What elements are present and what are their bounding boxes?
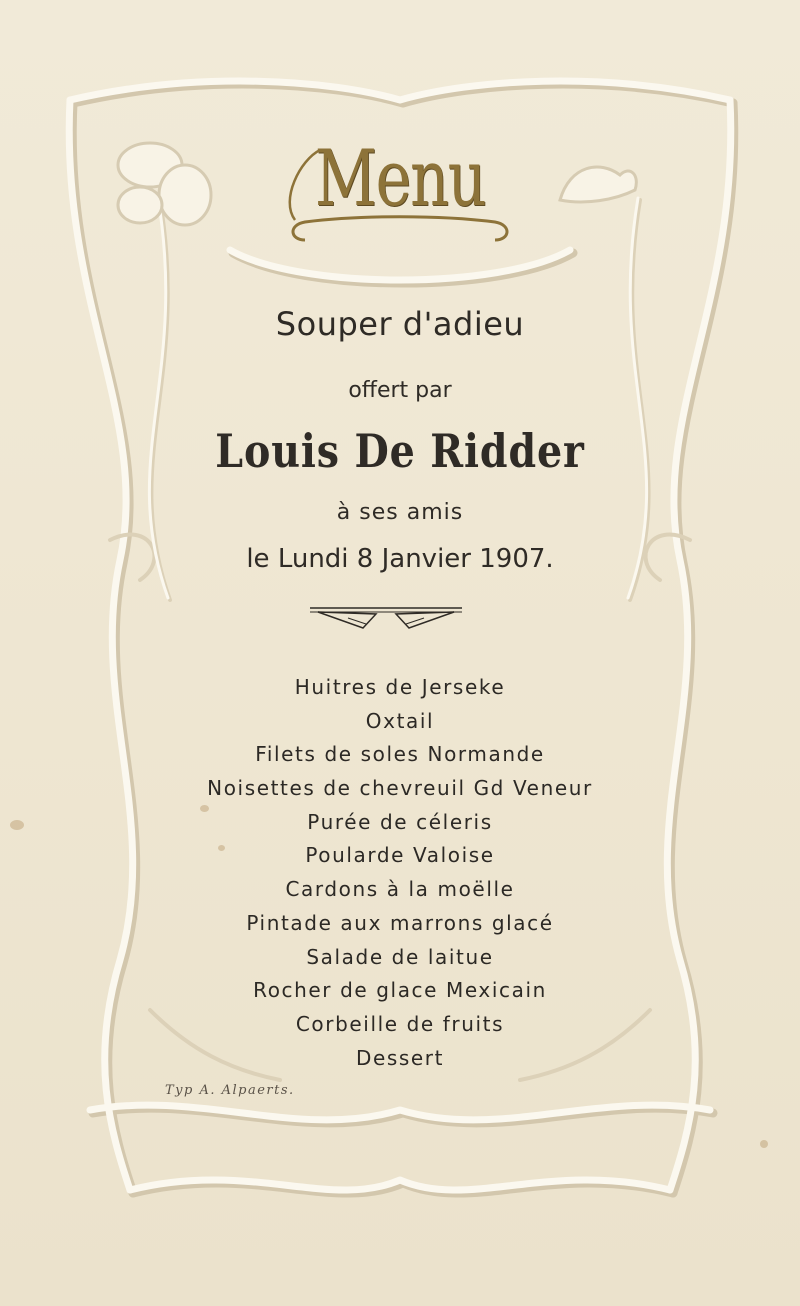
course-item: Rocher de glace Mexicain [253,978,547,1003]
offered-by-label: offert par [348,378,452,403]
course-item: Pintade aux marrons glacé [246,910,554,935]
menu-title-text: Menu [314,134,486,224]
printer-credit: Typ A. Alpaerts. [165,1083,295,1098]
course-item: Salade de laitue [306,944,494,969]
event-title: Souper d'adieu [275,305,525,343]
guests-label: à ses amis [336,500,464,525]
course-item: Cardons à la moëlle [285,877,515,902]
course-item: Purée de céleris [307,809,493,834]
course-item: Huitres de Jerseke [294,675,506,699]
course-item: Dessert [355,1045,445,1070]
course-item: Filets de soles Normande [255,742,545,767]
event-date: le Lundi 8 Janvier 1907. [246,544,554,574]
menu-title [250,120,550,260]
ornamental-divider [308,604,464,634]
paper-stain [760,1140,768,1148]
right-flower-emboss [560,167,636,202]
host-name: Louis De Ridder [215,424,585,478]
paper-stain [10,820,24,830]
left-flower-emboss [118,143,211,225]
course-list [140,671,660,1075]
course-item: Corbeille de fruits [295,1011,505,1036]
course-item: Poularde Valoise [305,843,495,868]
course-item: Noisettes de chevreuil Gd Veneur [207,776,593,801]
course-item: Oxtail [365,708,435,733]
